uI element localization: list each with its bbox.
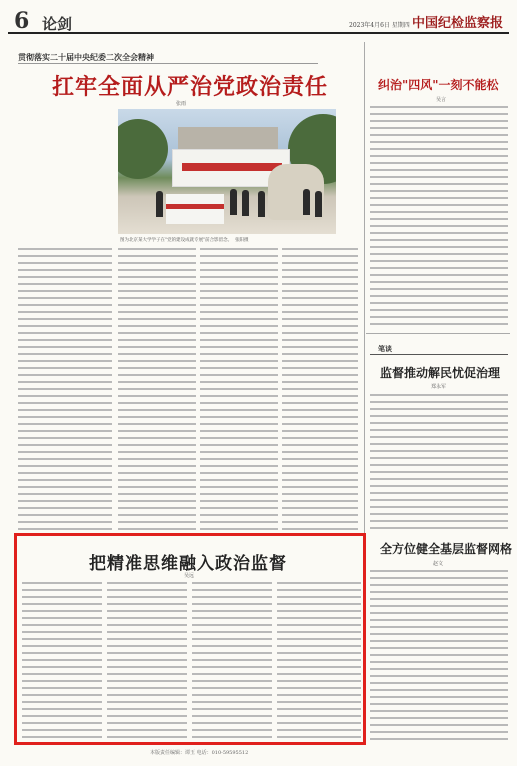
- kicker-rule: [18, 63, 318, 64]
- highlighted-article-headline[interactable]: 把精准思维融入政治监督: [89, 554, 287, 574]
- column-label: 笔谈: [378, 345, 392, 353]
- page-footer: 本版责任编辑：谭玉 电话：010-59595512: [150, 750, 249, 756]
- kicker-line: 贯彻落实二十届中央纪委二次全会精神: [18, 53, 154, 62]
- side-article-headline[interactable]: 纠治"四风"一刻不能松: [378, 78, 499, 92]
- section-divider: [366, 333, 510, 334]
- highlighted-article-column-4: [277, 580, 361, 740]
- issue-date: 2023年4月6日 星期四: [349, 22, 410, 29]
- highlighted-article-column-3: [192, 580, 272, 740]
- lead-body-column-3: [200, 246, 278, 531]
- page-number: 6: [14, 8, 30, 34]
- newspaper-name: 中国纪检监察报: [411, 16, 503, 31]
- lead-byline: 张雨: [176, 101, 187, 107]
- highlighted-article-column-1: [22, 580, 102, 740]
- box-article-2-author: 赵文: [433, 561, 444, 567]
- news-photo: [118, 109, 336, 234]
- side-article-body: [370, 104, 508, 326]
- lead-body-column-4: [282, 246, 358, 531]
- section-name: 论剑: [42, 15, 73, 33]
- box-article-2-headline[interactable]: 全方位健全基层监督网格: [380, 542, 513, 556]
- column-label-rule: [370, 354, 508, 355]
- box-article-2-body: [370, 568, 508, 740]
- box-article-1-headline[interactable]: 监督推动解民忧促治理: [380, 366, 501, 380]
- highlighted-article-column-2: [107, 580, 187, 740]
- side-article-author: 吴言: [436, 97, 447, 103]
- photo-caption: 图为北京某大学学子在"党的建设成就专展"前合影留念。 张阳摄: [120, 238, 249, 243]
- box-article-1-body: [370, 392, 508, 532]
- highlighted-article-author: 吴远: [184, 573, 195, 579]
- box-article-1-author: 郑永军: [431, 384, 447, 390]
- lead-body-column-2: [118, 246, 196, 531]
- lead-intro-text-block: [22, 113, 102, 209]
- lead-body-column-1: [18, 246, 112, 531]
- lead-headline[interactable]: 扛牢全面从严治党政治责任: [52, 74, 329, 100]
- page-header: [8, 10, 509, 34]
